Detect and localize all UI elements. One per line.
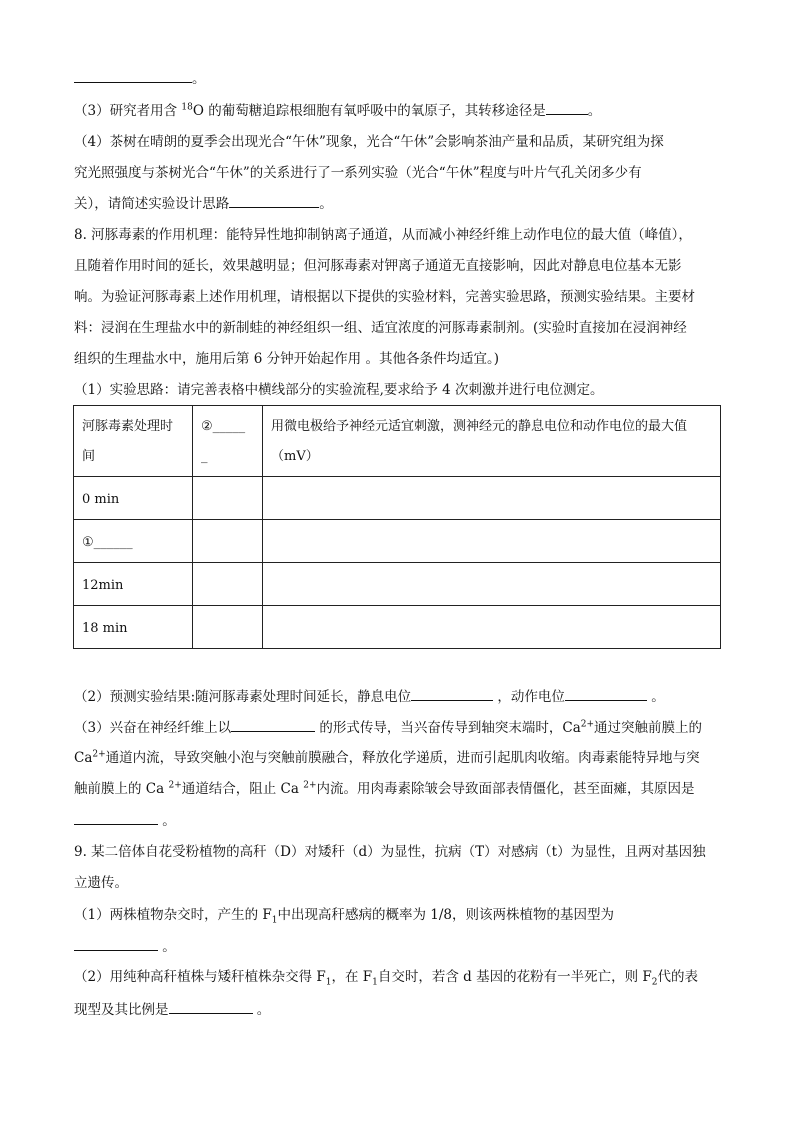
q7-part4-line2: 究光照强度与茶树光合“午休”的关系进行了一系列实验（光合“午休”程度与叶片气孔关闭多少有 (74, 165, 642, 181)
q8-line5: 组织的生理盐水中，施用后第 6 分钟开始起作用 。其他各条件均适宜。) (74, 351, 499, 367)
q9-line2: 立遗传。 (74, 875, 128, 891)
q9-line1: 9. 某二倍体自花受粉植物的高秆（D）对矮秆（d）为显性，抗病（T）对感病（t）为显性，且两对基因独 (74, 844, 706, 860)
table-row: 12min (74, 563, 721, 606)
answer-blank[interactable] (546, 100, 588, 115)
q8-part3-line4: 。 (74, 810, 176, 831)
q8-part1-line: （1）实验思路：请完善表格中横线部分的实验流程,要求给予 4 次刺激并进行电位测定。 (74, 382, 604, 398)
experiment-table (73, 405, 721, 649)
q9-part2-line2: 现型及其比例是 。 (74, 999, 270, 1020)
answer-blank[interactable] (231, 717, 315, 732)
q8-line4: 料：浸润在生理盐水中的新制蛙的神经组织一组、适宜浓度的河豚毒素制剂。(实验时直接加在浸润神经 (74, 320, 687, 336)
answer-blank[interactable] (74, 810, 158, 825)
answer-blank[interactable] (229, 193, 319, 208)
header-cell-time: 河豚毒素处理时间 (74, 406, 193, 477)
q8-line2: 且随着作用时间的延长，效果越明显；但河豚毒素对钾离子通道无直接影响，因此对静息电位基本无影 (74, 258, 682, 274)
answer-blank[interactable] (411, 686, 493, 701)
q8-part3-line2: $Ca^{2+}$通道内流，导致突触小泡与突触前膜融合，释放化学递质，进而引起肌肉收缩。肉毒素能特异地与突 (74, 749, 700, 766)
q8-part3-line3: 触前膜上的 Ca $^{2+}$通道结合，阻止 Ca $^{2+}$内流。用肉毒素除皱会导致面部表情僵化，甚至面瘫，其原因是 (74, 780, 695, 797)
q9-part1-line2: 。 (74, 936, 176, 957)
header-cell-measure: 用微电极给予神经元适宜刺激，测神经元的静息电位和动作电位的最大值（mV） (263, 406, 721, 477)
table-row: 18 min (74, 606, 721, 649)
q7-part4-line1: （4）茶树在晴朗的夏季会出现光合“午休”现象，光合“午休”会影响茶油产量和品质，某研究组为探 (74, 134, 664, 150)
q7-part3: （3）研究者用含 $^{18}$O 的葡萄糖追踪根细胞有氧呼吸中的氧原子，其转移途径是 。 (74, 100, 601, 121)
table-row: ①______ (74, 520, 721, 563)
q8-line1: 8. 河豚毒素的作用机理：能特异性地抑制钠离子通道，从而减小神经纤维上动作电位的最大值（峰值）， (74, 227, 692, 243)
q8-part2: （2）预测实验结果:随河豚毒素处理时间延长，静息电位 ，动作电位 。 (74, 686, 665, 707)
header-cell-step2[interactable]: ②_____ _ (193, 406, 263, 477)
answer-blank[interactable] (74, 68, 192, 83)
q7-part4-line3: 关），请简述实验设计思路 。 (74, 193, 333, 214)
answer-blank[interactable] (74, 936, 158, 951)
answer-blank[interactable] (565, 686, 647, 701)
carry-over-line: 。 (74, 68, 206, 89)
q8-part3-line1: （3）兴奋在神经纤维上以 的形式传导，当兴奋传导到轴突末端时，$Ca^{2+}$通过突触前膜上的 (74, 717, 702, 738)
table-header-row (74, 406, 721, 477)
table-row: 0 min (74, 477, 721, 520)
q8-line3: 响。为验证河豚毒素上述作用机理，请根据以下提供的实验材料，完善实验思路，预测实验结果。主要材 (74, 289, 695, 305)
q9-part2-line1: （2）用纯种高秆植株与矮秆植株杂交得 $F_1$，在 $F_1$自交时，若含 d 基因的花粉有一半死亡，则 $F_2$代的表 (74, 969, 699, 988)
answer-blank[interactable] (169, 999, 253, 1014)
q9-part1-line1: （1）两株植物杂交时，产生的 $F_1$中出现高秆感病的概率为 1/8，则该两株植物的基因型为 (74, 907, 615, 926)
